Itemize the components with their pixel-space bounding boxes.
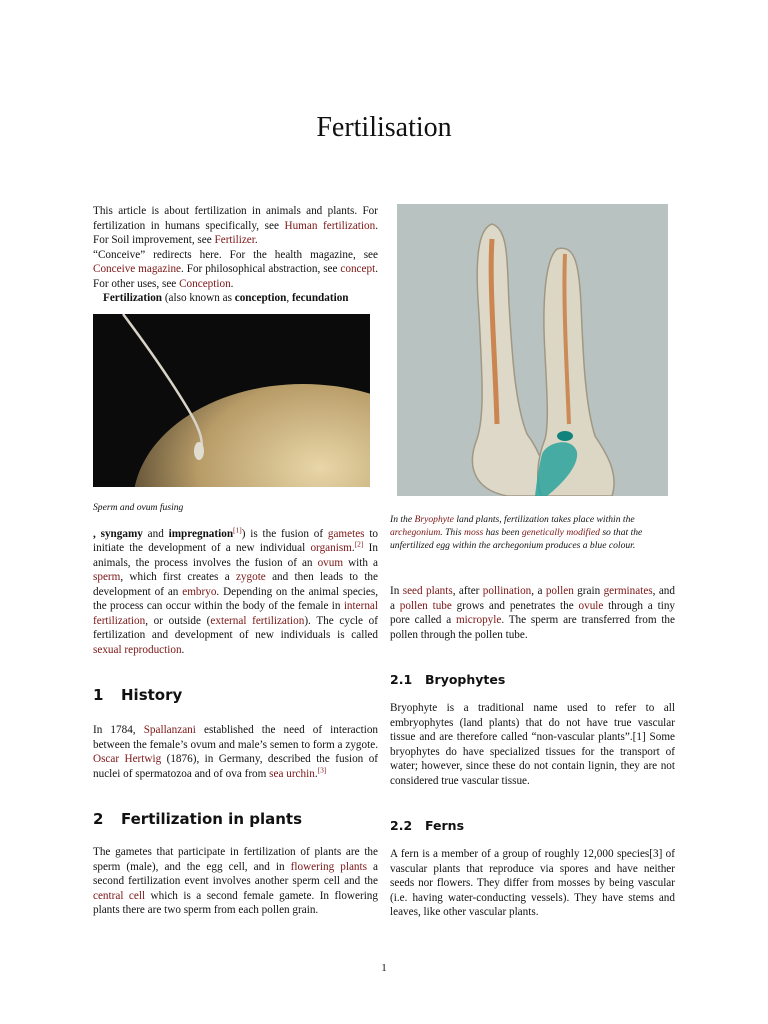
caption-link-bryophyte[interactable]: Bryophyte xyxy=(414,514,454,525)
figure-caption-sperm: Sperm and ovum fusing xyxy=(93,501,184,513)
link-spallanzani[interactable]: Spallanzani xyxy=(143,724,196,736)
hatnote-1: This article is about fertilization in animals and plants. For fertilization in humans specifically, see Human fertilization. For Soil improvement, see Fertilizer. xyxy=(93,205,378,246)
left-column xyxy=(93,204,378,918)
link-sea-urchin[interactable]: sea urchin xyxy=(269,767,315,780)
link-sperm[interactable]: sperm xyxy=(93,571,121,583)
moss-archegonium-image xyxy=(397,204,668,496)
page-title: Fertilisation xyxy=(316,112,452,143)
link-zygote[interactable]: zygote xyxy=(235,571,266,583)
ferns-paragraph: A fern is a member of a group of roughly 12,000 species[3] of vascular plants that reproduce via spores and have neither seeds nor flowers. They differ from mosses by being vascular (i.e. having water-conducting vessels). They have stems and leaves, like other vascular plants. xyxy=(390,848,675,918)
history-paragraph: In 1784, Spallanzani established the need of interaction between the female’s ovum and male’s semen to form a zygote. Oscar Hertwig (1876), in Germany, described the fusion of nuclei of spermatozoa and of ova from sea urchin.[3] xyxy=(93,724,379,780)
link-fertilizer[interactable]: Fertilizer xyxy=(214,234,255,246)
citation-1[interactable]: [1] xyxy=(233,524,242,534)
subsection-heading-ferns: 2.2 Ferns xyxy=(390,818,465,833)
citation-3[interactable]: [3] xyxy=(317,764,327,774)
sperm-ovum-illustration xyxy=(93,314,370,487)
caption-link-genetically-modified[interactable]: genetically modified xyxy=(521,527,600,538)
link-organism[interactable]: organism xyxy=(310,542,352,554)
link-ovum[interactable]: ovum xyxy=(317,556,344,569)
link-sexual-reproduction[interactable]: sexual reproduction xyxy=(93,643,182,656)
link-oscar-hertwig[interactable]: Oscar Hertwig xyxy=(93,753,162,765)
link-ovule[interactable]: ovule xyxy=(578,599,604,612)
link-flowering-plants[interactable]: flowering plants xyxy=(290,860,367,873)
link-micropyle[interactable]: micropyle xyxy=(455,614,502,626)
bryophytes-paragraph: Bryophyte is a traditional name used to refer to all embryophytes (land plants) that do not have true vascular tissue and are therefore called “non-vascular plants”.[1] Some bryophytes do have specialized tissues for the transport of water; however, since these do not contain lignin, they are not considered true vascular tissue. xyxy=(390,702,675,787)
lead-start: Fertilization (also known as conception, fecundation xyxy=(103,292,349,304)
seed-plants-paragraph: In seed plants, after pollination, a pollen grain germinates, and a pollen tube grows and penetrates the ovule through a tiny pore called a micropyle. The sperm are transferred from the pollen through the pollen tube. xyxy=(390,585,676,641)
link-pollen-tube[interactable]: pollen tube xyxy=(399,599,452,612)
link-conception[interactable]: Conception xyxy=(179,277,231,290)
page-number: 1 xyxy=(381,962,387,974)
link-conceive-magazine[interactable]: Conceive magazine xyxy=(93,263,182,275)
link-embryo[interactable]: embryo xyxy=(182,585,217,598)
subsection-heading-bryophytes: 2.1 Bryophytes xyxy=(390,672,506,687)
hatnote-2: “Conceive” redirects here. For the health magazine, see Conceive magazine. For philosophical abstraction, see concept. For other uses, see Conception. xyxy=(93,248,378,290)
link-concept[interactable]: concept xyxy=(340,263,376,275)
link-external-fertilization[interactable]: external fertilization xyxy=(210,614,305,627)
link-human-fertilization[interactable]: Human fertilization xyxy=(284,219,376,232)
citation-2[interactable]: [2] xyxy=(354,539,364,549)
link-internal-fertilization[interactable]: internal fertilization xyxy=(93,600,378,627)
link-central-cell[interactable]: central cell xyxy=(93,889,146,902)
caption-link-archegonium[interactable]: archegonium xyxy=(390,527,441,538)
section-heading-plants: 2 Fertilization in plants xyxy=(93,810,302,828)
plants-paragraph: The gametes that participate in fertilization of plants are the sperm (male), and the egg cell, and in flowering plants a second fertilization event involves another sperm cell and the central cell which is a second female gamete. In flowering plants there are two sperm from each pollen grain. xyxy=(93,846,379,916)
section-heading-history: 1 History xyxy=(93,686,183,704)
link-seed-plants[interactable]: seed plants xyxy=(402,585,453,597)
figure-caption-bryophyte: In the Bryophyte land plants, fertilization takes place within the archegonium. This moss has been genetically modified so that the unfertilized egg within the archegonium produces a blue colour. xyxy=(390,514,643,551)
sperm-ovum-image xyxy=(93,314,370,487)
link-pollen[interactable]: pollen xyxy=(545,585,574,597)
lead-continuation: , syngamy and impregnation[1]) is the fusion of gametes to initiate the development of a new individual organism.[2] In animals, the process involves the fusion of an ovum with a sperm, which first creates a zygote and then leads to the development of an embryo. Depending on the animal species, the process can occur within the body of the female in internal fertilization, or outside (external fertilization). The cycle of fertilization and development of new individuals is called sexual reproduction. xyxy=(93,524,379,656)
archegonium-illustration xyxy=(397,204,668,496)
link-pollination[interactable]: pollination xyxy=(482,585,532,597)
right-column xyxy=(390,204,675,920)
link-gametes[interactable]: gametes xyxy=(327,527,365,540)
caption-link-moss[interactable]: moss xyxy=(464,527,484,538)
link-germinates[interactable]: germinates xyxy=(603,585,653,597)
